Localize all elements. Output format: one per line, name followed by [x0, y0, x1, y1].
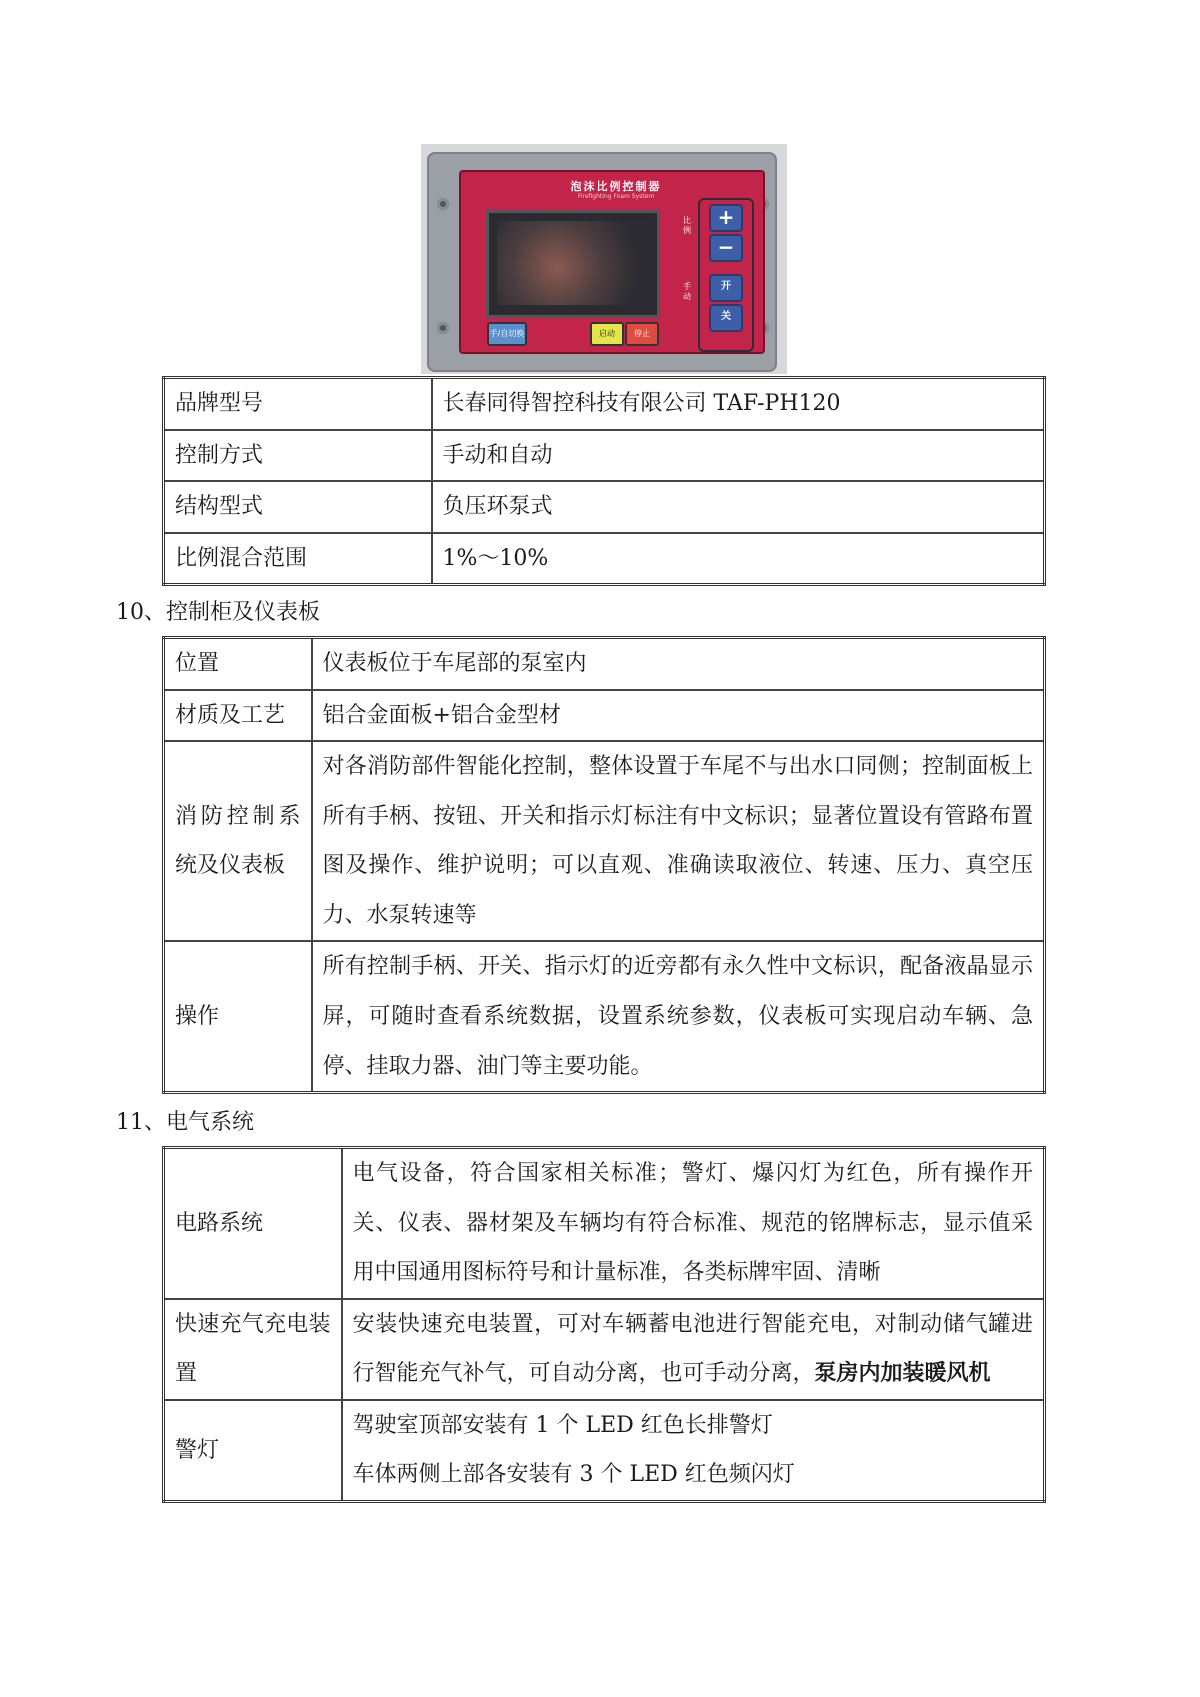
table-row [164, 741, 1045, 941]
row-value: 手动和自动 [432, 430, 1045, 482]
table-row [164, 1400, 1045, 1502]
ratio-label: 比例 [683, 216, 691, 235]
row-label: 品牌型号 [164, 378, 432, 430]
row-value: 对各消防部件智能化控制，整体设置于车尾不与出水口同侧；控制面板上所有手柄、按钮、开关和指示灯标注有中文标识；显著位置设有管路布置图及操作、维护说明；可以直观、准确读取液位、转速、压力、真空压力、水泵转速等 [312, 741, 1045, 941]
table-row [164, 378, 1045, 430]
row-value: 电气设备，符合国家相关标准；警灯、爆闪灯为红色，所有操作开关、仪表、器材架及车辆均有符合标准、规范的铭牌标志，显示值采用中国通用图标符号和计量标准，各类标牌牢固、清晰 [342, 1148, 1045, 1299]
lcd-glass [497, 221, 647, 305]
table-row [164, 1148, 1045, 1299]
row-label: 电路系统 [164, 1148, 342, 1299]
row-value: 铝合金面板+铝合金型材 [312, 690, 1045, 742]
row-value: 仪表板位于车尾部的泵室内 [312, 638, 1045, 690]
row-label: 控制方式 [164, 430, 432, 482]
row-value [342, 1299, 1045, 1400]
row-value: 所有控制手柄、开关、指示灯的近旁都有永久性中文标识，配备液晶显示屏，可随时查看系统数据，设置系统参数，仪表板可实现启动车辆、急停、挂取力器、油门等主要功能。 [312, 941, 1045, 1092]
electrical-system-table [162, 1146, 1046, 1503]
row-label: 比例混合范围 [164, 533, 432, 585]
key-group [698, 198, 754, 352]
panel-subtitle: Firefighting Foam System [577, 193, 655, 200]
row-value: 负压环泵式 [432, 481, 1045, 533]
plus-key[interactable]: + [709, 204, 743, 232]
row-label: 操作 [164, 941, 312, 1092]
open-key[interactable]: 开 [709, 274, 743, 302]
table-row [164, 481, 1045, 533]
row-label: 警灯 [164, 1400, 342, 1502]
table-row [164, 430, 1045, 482]
foam-proportioner-table [162, 376, 1046, 586]
row-label: 位置 [164, 638, 312, 690]
row-label: 快速充气充电装置 [164, 1299, 342, 1400]
control-cabinet-table [162, 636, 1046, 1094]
manual-label: 手动 [683, 282, 691, 301]
row-value-bold: 泵房内加装暖风机 [814, 1360, 991, 1387]
close-key[interactable]: 关 [709, 304, 743, 332]
row-value: 1%～10% [432, 533, 1045, 585]
mode-switch-button[interactable]: 手/自切换 [487, 322, 527, 346]
foam-controller-photo [421, 144, 787, 374]
table-row [164, 941, 1045, 1092]
stop-button[interactable]: 停止 [625, 322, 659, 346]
row-value: 长春同得智控科技有限公司 TAF-PH120 [432, 378, 1045, 430]
row-label: 结构型式 [164, 481, 432, 533]
row-value-line: 驾驶室顶部安装有 1 个 LED 红色长排警灯 [352, 1412, 773, 1438]
table-row [164, 690, 1045, 742]
panel-title: 泡沫比例控制器 [570, 180, 662, 193]
lcd-screen [486, 210, 660, 318]
row-label: 消防控制系统及仪表板 [164, 741, 312, 941]
controller-bezel [427, 152, 777, 372]
row-label: 材质及工艺 [164, 690, 312, 742]
row-value [342, 1400, 1045, 1502]
table-row [164, 1299, 1045, 1400]
screw-icon [437, 322, 449, 334]
section-heading: 11、电气系统 [116, 1110, 254, 1135]
table-row [164, 533, 1045, 585]
screw-icon [437, 198, 449, 210]
start-button[interactable]: 启动 [590, 322, 624, 346]
row-value-text: 安装快速充电装置，可对车辆蓄电池进行智能充电，对制动储气罐进行智能充气补气，可自动分离，也可手动分离， [352, 1311, 1033, 1387]
section-heading: 10、控制柜及仪表板 [116, 600, 320, 625]
minus-key[interactable]: − [709, 234, 743, 262]
row-value-line: 车体两侧上部各安装有 3 个 LED 红色频闪灯 [352, 1462, 795, 1488]
table-row [164, 638, 1045, 690]
controller-face [459, 170, 765, 354]
